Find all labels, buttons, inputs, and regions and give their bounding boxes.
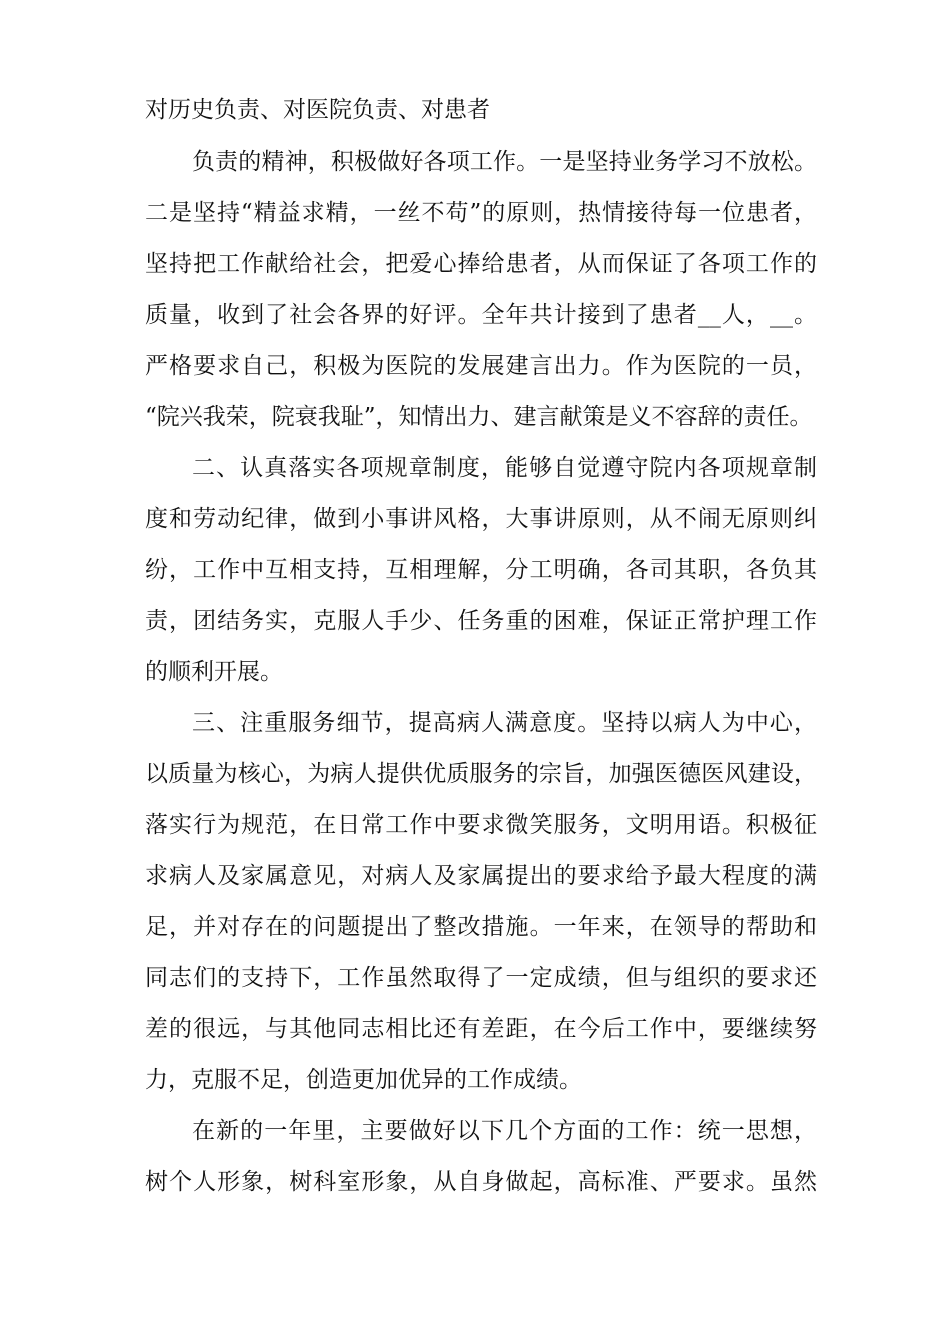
text-line: 力，克服不足，创造更加优异的工作成绩。 (145, 1067, 582, 1093)
text-line: 坚持把工作献给社会，把爱心捧给患者，从而保证了各项工作的 (145, 251, 817, 277)
text-line: 责，团结务实，克服人手少、任务重的困难，保证正常护理工作 (145, 608, 817, 634)
text-line: 三、注重服务细节，提高病人满意度。坚持以病人为中心， (192, 710, 817, 736)
text-line: 求病人及家属意见，对病人及家属提出的要求给予最大程度的满 (145, 863, 817, 889)
text-line: 对历史负责、对医院负责、对患者 (145, 97, 490, 123)
text-line: 纷，工作中互相支持，互相理解，分工明确，各司其职，各负其 (145, 557, 817, 583)
text-line: 以质量为核心，为病人提供优质服务的宗旨，加强医德医风建设， (145, 761, 817, 787)
text-line: 二、认真落实各项规章制度，能够自觉遵守院内各项规章制 (192, 455, 817, 481)
text-line: 负责的精神，积极做好各项工作。一是坚持业务学习不放松。 (192, 149, 817, 175)
text-line: “院兴我荣，院衰我耻”，知情出力、建言献策是义不容辞的责任。 (145, 404, 813, 430)
text-line: 落实行为规范，在日常工作中要求微笑服务，文明用语。积极征 (145, 812, 817, 838)
text-line: 严格要求自己，积极为医院的发展建言出力。作为医院的一员， (145, 353, 817, 379)
text-line: 二是坚持“精益求精，一丝不苟”的原则，热情接待每一位患者， (145, 200, 817, 226)
text-line: 差的很远，与其他同志相比还有差距，在今后工作中，要继续努 (145, 1016, 817, 1042)
text-line: 质量，收到了社会各界的好评。全年共计接到了患者__人，__。 (145, 302, 817, 328)
text-line: 树个人形象，树科室形象，从自身做起，高标准、严要求。虽然 (145, 1169, 817, 1195)
text-line: 足，并对存在的问题提出了整改措施。一年来，在领导的帮助和 (145, 914, 817, 940)
text-line: 度和劳动纪律，做到小事讲风格，大事讲原则，从不闹无原则纠 (145, 506, 817, 532)
text-line: 同志们的支持下，工作虽然取得了一定成绩，但与组织的要求还 (145, 965, 817, 991)
text-line: 在新的一年里，主要做好以下几个方面的工作：统一思想， (192, 1118, 817, 1144)
text-line: 的顺利开展。 (145, 659, 283, 685)
